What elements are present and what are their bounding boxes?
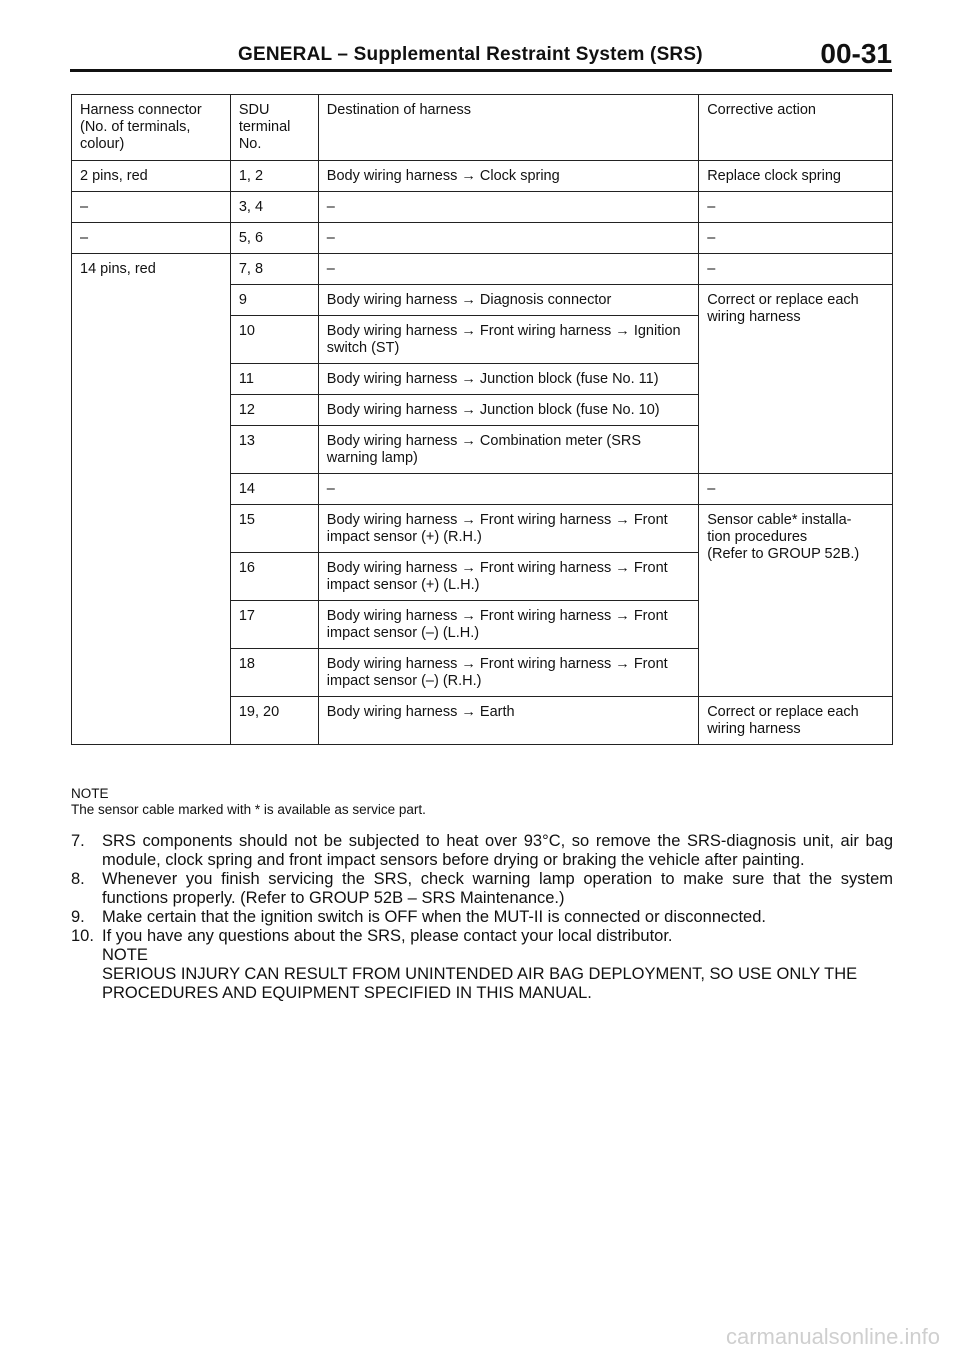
step-text: If you have any questions about the SRS, please contact your local distributor. bbox=[102, 927, 673, 945]
cell-action: Replace clock spring bbox=[699, 161, 893, 192]
cell-action: – bbox=[699, 254, 893, 285]
note-text: SERIOUS INJURY CAN RESULT FROM UNINTENDED AIR BAG DEPLOYMENT, SO USE ONLY THE PROCEDURES AND EQUIPMENT SPECIFIED IN THIS MANUAL. bbox=[102, 965, 858, 1002]
cell-destination: – bbox=[318, 474, 698, 505]
cell-action: Correct or replace each wiring harness bbox=[699, 285, 893, 474]
warning-note bbox=[102, 946, 892, 1003]
cell-terminal: 12 bbox=[230, 395, 318, 426]
cell-connector: 2 pins, red bbox=[72, 161, 231, 192]
cell-action: – bbox=[699, 223, 893, 254]
cell-terminal: 7, 8 bbox=[230, 254, 318, 285]
cell-terminal: 16 bbox=[230, 553, 318, 601]
step-number: 10. bbox=[71, 927, 94, 945]
table-row bbox=[72, 254, 893, 285]
cell-terminal: 10 bbox=[230, 316, 318, 364]
cell-action: Correct or replace each wiring harness bbox=[699, 697, 893, 745]
table-row bbox=[72, 223, 893, 254]
cell-terminal: 13 bbox=[230, 426, 318, 474]
table-row bbox=[72, 192, 893, 223]
cell-destination: Body wiring harness → Front wiring harness → Front impact sensor (–) (L.H.) bbox=[318, 601, 698, 649]
cell-connector: – bbox=[72, 192, 231, 223]
cell-destination: Body wiring harness → Diagnosis connector bbox=[318, 285, 698, 316]
cell-terminal: 15 bbox=[230, 505, 318, 553]
watermark: carmanualsonline.info bbox=[725, 1324, 940, 1349]
cell-destination: – bbox=[318, 254, 698, 285]
page-header bbox=[70, 38, 892, 70]
list-item bbox=[71, 927, 893, 946]
cell-action: – bbox=[699, 192, 893, 223]
cell-destination: – bbox=[318, 192, 698, 223]
step-number: 8. bbox=[71, 870, 85, 888]
cell-destination: Body wiring harness → Clock spring bbox=[318, 161, 698, 192]
cell-connector: – bbox=[72, 223, 231, 254]
cell-destination: Body wiring harness → Front wiring harness → Front impact sensor (+) (R.H.) bbox=[318, 505, 698, 553]
cell-destination: – bbox=[318, 223, 698, 254]
cell-terminal: 19, 20 bbox=[230, 697, 318, 745]
cell-destination: Body wiring harness → Earth bbox=[318, 697, 698, 745]
list-item bbox=[71, 870, 893, 908]
cell-destination: Body wiring harness → Combination meter (SRS warning lamp) bbox=[318, 426, 698, 474]
cell-destination: Body wiring harness → Front wiring harness → Front impact sensor (–) (R.H.) bbox=[318, 649, 698, 697]
list-item bbox=[71, 908, 893, 927]
cell-terminal: 11 bbox=[230, 364, 318, 395]
cell-destination: Body wiring harness → Front wiring harness → Front impact sensor (+) (L.H.) bbox=[318, 553, 698, 601]
page-number: 00-31 bbox=[820, 38, 892, 69]
procedure-steps bbox=[71, 832, 893, 946]
note-label: NOTE bbox=[102, 946, 148, 964]
cell-terminal: 18 bbox=[230, 649, 318, 697]
cell-terminal: 14 bbox=[230, 474, 318, 505]
cell-action: Sensor cable* installa- tion procedures (Refer to GROUP 52B.) bbox=[699, 505, 893, 697]
cell-connector: 14 pins, red bbox=[72, 254, 231, 745]
note-label: NOTE bbox=[71, 786, 109, 801]
cell-terminal: 1, 2 bbox=[230, 161, 318, 192]
step-text: Make certain that the ignition switch is OFF when the MUT-II is connected or disconnected. bbox=[102, 908, 766, 926]
header-cell-connector: Harness connector (No. of terminals, colour) bbox=[72, 95, 231, 161]
table-row bbox=[72, 161, 893, 192]
header-rule bbox=[70, 69, 892, 72]
cell-terminal: 9 bbox=[230, 285, 318, 316]
header-cell-action: Corrective action bbox=[699, 95, 893, 161]
cell-action: – bbox=[699, 474, 893, 505]
service-part-note bbox=[71, 786, 426, 818]
page-title: GENERAL – Supplemental Restraint System (SRS) bbox=[238, 44, 703, 65]
cell-terminal: 17 bbox=[230, 601, 318, 649]
note-text: The sensor cable marked with * is available as service part. bbox=[71, 802, 426, 817]
cell-destination: Body wiring harness → Front wiring harness → Ignition switch (ST) bbox=[318, 316, 698, 364]
cell-destination: Body wiring harness → Junction block (fuse No. 11) bbox=[318, 364, 698, 395]
header-cell-terminal: SDU terminal No. bbox=[230, 95, 318, 161]
header-cell-destination: Destination of harness bbox=[318, 95, 698, 161]
step-text: SRS components should not be subjected to heat over 93°C, so remove the SRS-diagnosis unit, air bag module, clock spring and front impact sensors before drying or braking the vehicle after painting. bbox=[102, 832, 893, 869]
step-number: 9. bbox=[71, 908, 85, 926]
cell-terminal: 3, 4 bbox=[230, 192, 318, 223]
cell-terminal: 5, 6 bbox=[230, 223, 318, 254]
harness-table bbox=[71, 94, 893, 745]
list-item bbox=[71, 832, 893, 870]
step-number: 7. bbox=[71, 832, 85, 850]
cell-destination: Body wiring harness → Junction block (fuse No. 10) bbox=[318, 395, 698, 426]
table-header-row bbox=[72, 95, 893, 161]
step-text: Whenever you finish servicing the SRS, check warning lamp operation to make sure that the system functions properly. (Refer to GROUP 52B – SRS Maintenance.) bbox=[102, 870, 893, 907]
